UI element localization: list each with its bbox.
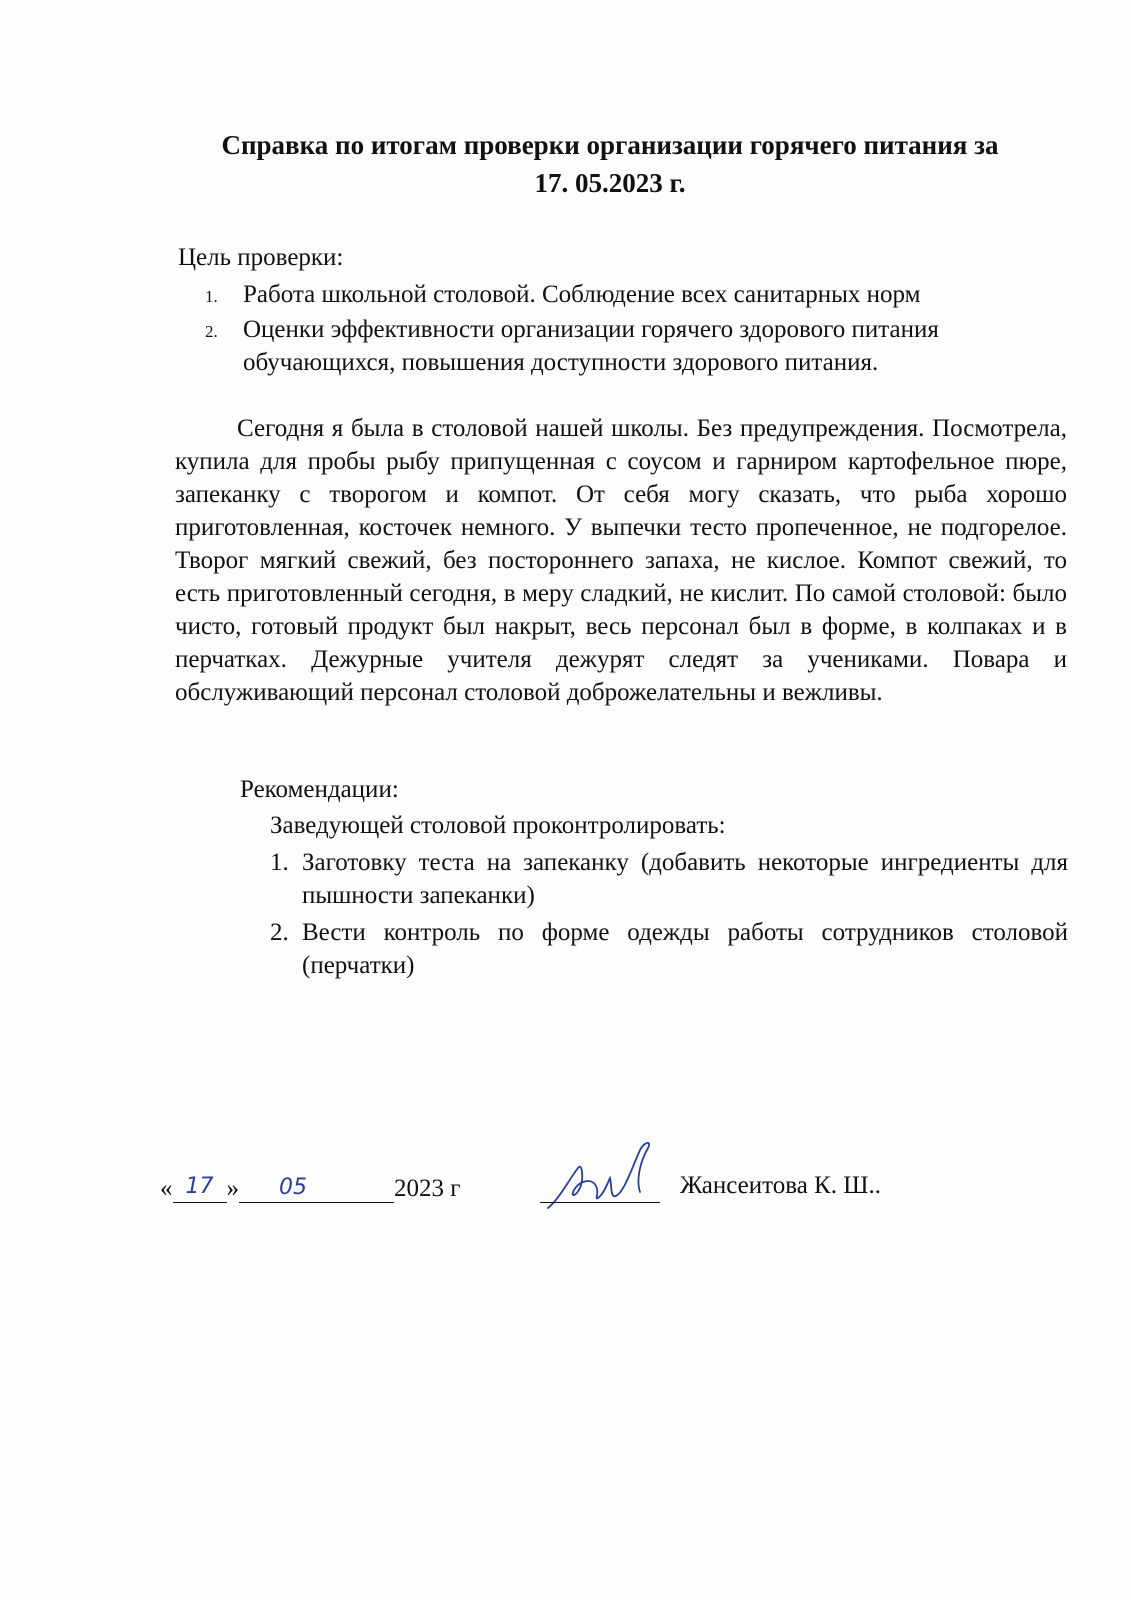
date-block [160, 1172, 461, 1203]
goal-text: Оценки эффективности организации горячего здорового питания обучающихся, повышения доступности здорового питания. [243, 316, 939, 376]
date-day: 17 [185, 1174, 214, 1199]
recommendation-text: Заготовку теста на запеканку (добавить некоторые ингредиенты для пышности запеканки) [302, 849, 1068, 909]
recommendation-item [270, 916, 1068, 982]
goal-number: 1. [205, 287, 218, 306]
signer-name: Жансеитова К. Ш.. [680, 1172, 881, 1199]
recommendations-list [270, 846, 1068, 986]
document-title [150, 126, 1070, 202]
report-body: Сегодня я была в столовой нашей школы. Без предупреждения. Посмотрела, купила для пробы рыбу припущенная с соусом и гарниром картофельное пюре, запеканку с творогом и компот. От себя могу сказать, что рыба хорошо приготовленная, косточек немного. У выпечки тесто пропеченное, не подгорелое. Творог мягкий свежий, без постороннего запаха, не кислое. Компот свежий, то есть приготовленный сегодня, в меру сладкий, не кислит. По самой столовой: было чисто, готовый продукт был накрыт, весь персонал был в форме, в колпаках и в перчатках. Дежурные учителя дежурят следят за учениками. Повара и обслуживающий персонал столовой доброжелательны и вежливы. [175, 415, 1067, 706]
recommendations-subheading: Заведующей столовой проконтролировать: [270, 812, 726, 839]
goal-item [205, 278, 1035, 311]
title-line-2: 17. 05.2023 г. [534, 168, 686, 198]
title-line-1: Справка по итогам проверки организации горячего питания за [221, 130, 999, 160]
recommendations-label: Рекомендации: [240, 776, 399, 803]
recommendation-number: 1. [270, 849, 289, 876]
date-year: 2023 г [394, 1175, 461, 1202]
signature-row [160, 1160, 1060, 1220]
goal-number: 2. [205, 322, 218, 341]
goal-label: Цель проверки: [178, 244, 344, 271]
date-month-field [239, 1173, 394, 1203]
date-month: 05 [279, 1175, 307, 1200]
handwritten-signature [540, 1138, 665, 1218]
recommendation-item [270, 846, 1068, 912]
date-open-quote: « [160, 1175, 173, 1202]
goal-text: Работа школьной столовой. Соблюдение всех санитарных норм [243, 281, 921, 308]
date-day-field [173, 1172, 227, 1203]
goal-list [205, 278, 1035, 381]
recommendation-text: Вести контроль по форме одежды работы сотрудников столовой (перчатки) [302, 919, 1068, 979]
recommendation-number: 2. [270, 919, 289, 946]
date-close-quote: » [226, 1175, 239, 1202]
goal-item [205, 313, 1035, 379]
signature-line [540, 1202, 660, 1203]
